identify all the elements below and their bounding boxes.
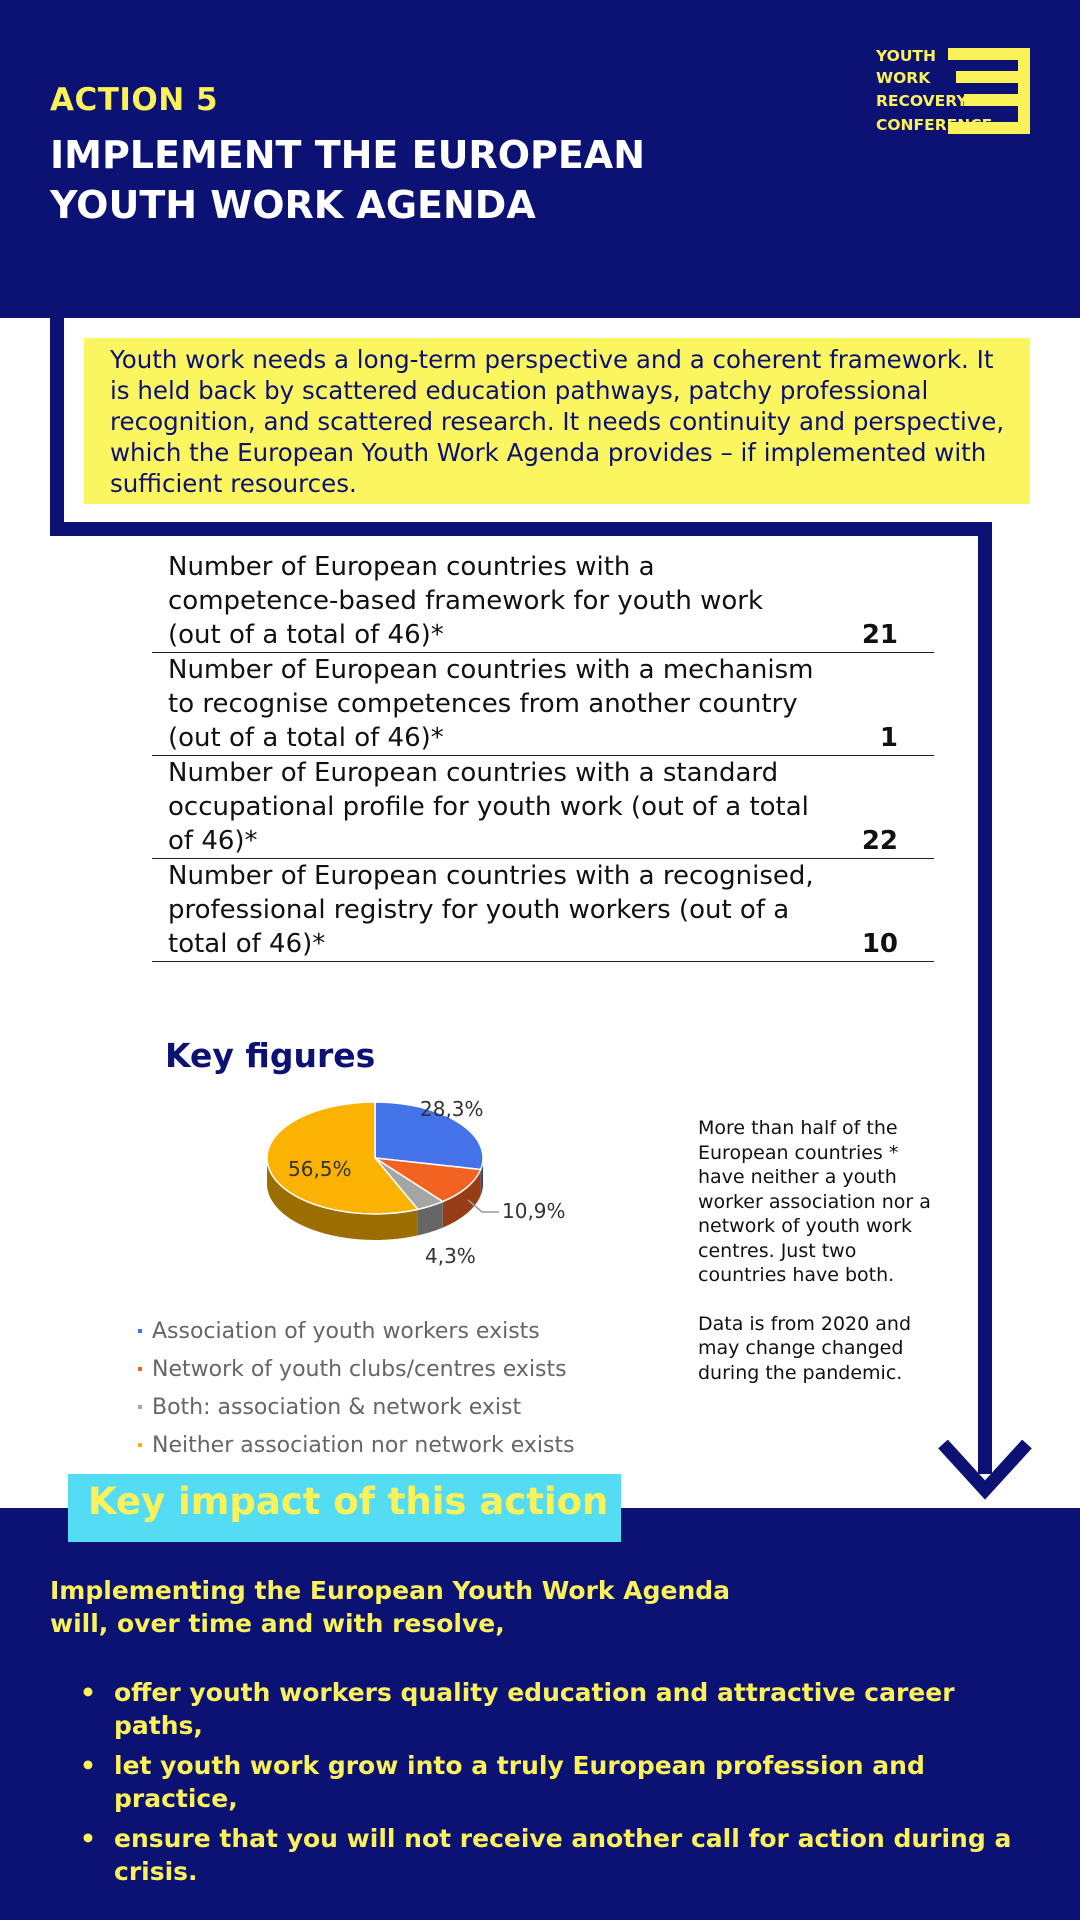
- stat-value: 1: [879, 723, 898, 753]
- legend-swatch: [138, 1329, 142, 1333]
- legend-swatch: [138, 1405, 142, 1409]
- title-line-2: YOUTH WORK AGENDA: [50, 183, 536, 227]
- logo-text-line-2: WORK: [876, 69, 931, 87]
- legend-item: [138, 1312, 575, 1350]
- legend-item: [138, 1426, 575, 1464]
- bullet-icon: •: [80, 1824, 96, 1853]
- bullet-icon: •: [80, 1678, 96, 1707]
- impact-intro: [50, 1574, 950, 1640]
- action-label: ACTION 5: [50, 82, 219, 118]
- impact-list-item: [80, 1749, 1040, 1815]
- legend-item: [138, 1350, 575, 1388]
- impact-badge: [68, 1474, 621, 1542]
- stat-row: [152, 550, 934, 653]
- impact-list-item: [80, 1822, 1040, 1888]
- legend-label: Association of youth workers exists: [152, 1318, 540, 1344]
- chart-legend: [138, 1312, 575, 1464]
- logo-text-line-3: RECOVERY: [876, 92, 968, 110]
- header-banner: [0, 0, 1080, 318]
- impact-intro-line-2: will, over time and with resolve,: [50, 1609, 505, 1638]
- pie-chart: [250, 1090, 590, 1290]
- intro-text: Youth work needs a long-term perspective and a coherent framework. It is held back by scattered education pathways, patchy professional recognition, and scattered research. It needs continuity and perspective, which the European Youth Work Agenda provides – if implemented with sufficient resources.: [110, 345, 1005, 498]
- impact-badge-text: Key impact of this action: [88, 1480, 609, 1523]
- stat-label: Number of European countries with a competence-based framework for youth work (out of a total of 46)*: [168, 552, 764, 650]
- stats-table: [152, 550, 934, 962]
- stat-value: 10: [861, 929, 898, 959]
- legend-label: Both: association & network exist: [152, 1394, 522, 1420]
- key-figures-heading: Key figures: [165, 1036, 376, 1075]
- impact-item-text: offer youth workers quality education and attractive career paths,: [114, 1678, 955, 1740]
- impact-list-item: [80, 1676, 1040, 1742]
- side-note-paragraph-1: More than half of the European countries * have neither a youth worker association nor a network of youth work centres. Just two countries have both.: [698, 1117, 931, 1286]
- pie-data-label: 4,3%: [425, 1244, 476, 1268]
- stat-value: 22: [861, 826, 898, 856]
- impact-list: [80, 1676, 1040, 1895]
- conference-logo: [876, 48, 1030, 138]
- legend-swatch: [138, 1367, 142, 1371]
- page-title: [50, 130, 750, 230]
- down-arrow-icon: [938, 1440, 1032, 1502]
- intro-box: [84, 338, 1030, 504]
- stat-label: Number of European countries with a standard occupational profile for youth work (out of a total of 46)*: [168, 758, 809, 856]
- bullet-icon: •: [80, 1751, 96, 1780]
- logo-text-line-1: YOUTH: [876, 47, 936, 65]
- impact-item-text: ensure that you will not receive another call for action during a crisis.: [114, 1824, 1012, 1886]
- title-line-1: IMPLEMENT THE EUROPEAN: [50, 133, 646, 177]
- impact-item-text: let youth work grow into a truly European profession and practice,: [114, 1751, 925, 1813]
- stat-row: [152, 756, 934, 859]
- frame-right-line: [978, 522, 992, 1474]
- stat-row: [152, 859, 934, 962]
- legend-label: Neither association nor network exists: [152, 1432, 575, 1458]
- stat-value: 21: [861, 620, 898, 650]
- legend-item: [138, 1388, 575, 1426]
- pie-data-label: 10,9%: [502, 1199, 566, 1223]
- pie-data-label: 56,5%: [288, 1157, 352, 1181]
- pie-data-label: 28,3%: [420, 1097, 484, 1121]
- impact-intro-line-1: Implementing the European Youth Work Agenda: [50, 1576, 731, 1605]
- side-note: [698, 1116, 948, 1409]
- legend-label: Network of youth clubs/centres exists: [152, 1356, 567, 1382]
- legend-swatch: [138, 1443, 142, 1447]
- frame-left-line: [50, 318, 64, 536]
- stat-label: Number of European countries with a recognised, professional registry for youth workers (out of a total of 46)*: [168, 861, 814, 959]
- stat-row: [152, 653, 934, 756]
- stat-label: Number of European countries with a mechanism to recognise competences from another country (out of a total of 46)*: [168, 655, 814, 753]
- logo-text-line-4: CONFERENCE: [876, 116, 993, 134]
- side-note-paragraph-2: Data is from 2020 and may change changed during the pandemic.: [698, 1312, 912, 1384]
- frame-mid-line: [50, 522, 992, 536]
